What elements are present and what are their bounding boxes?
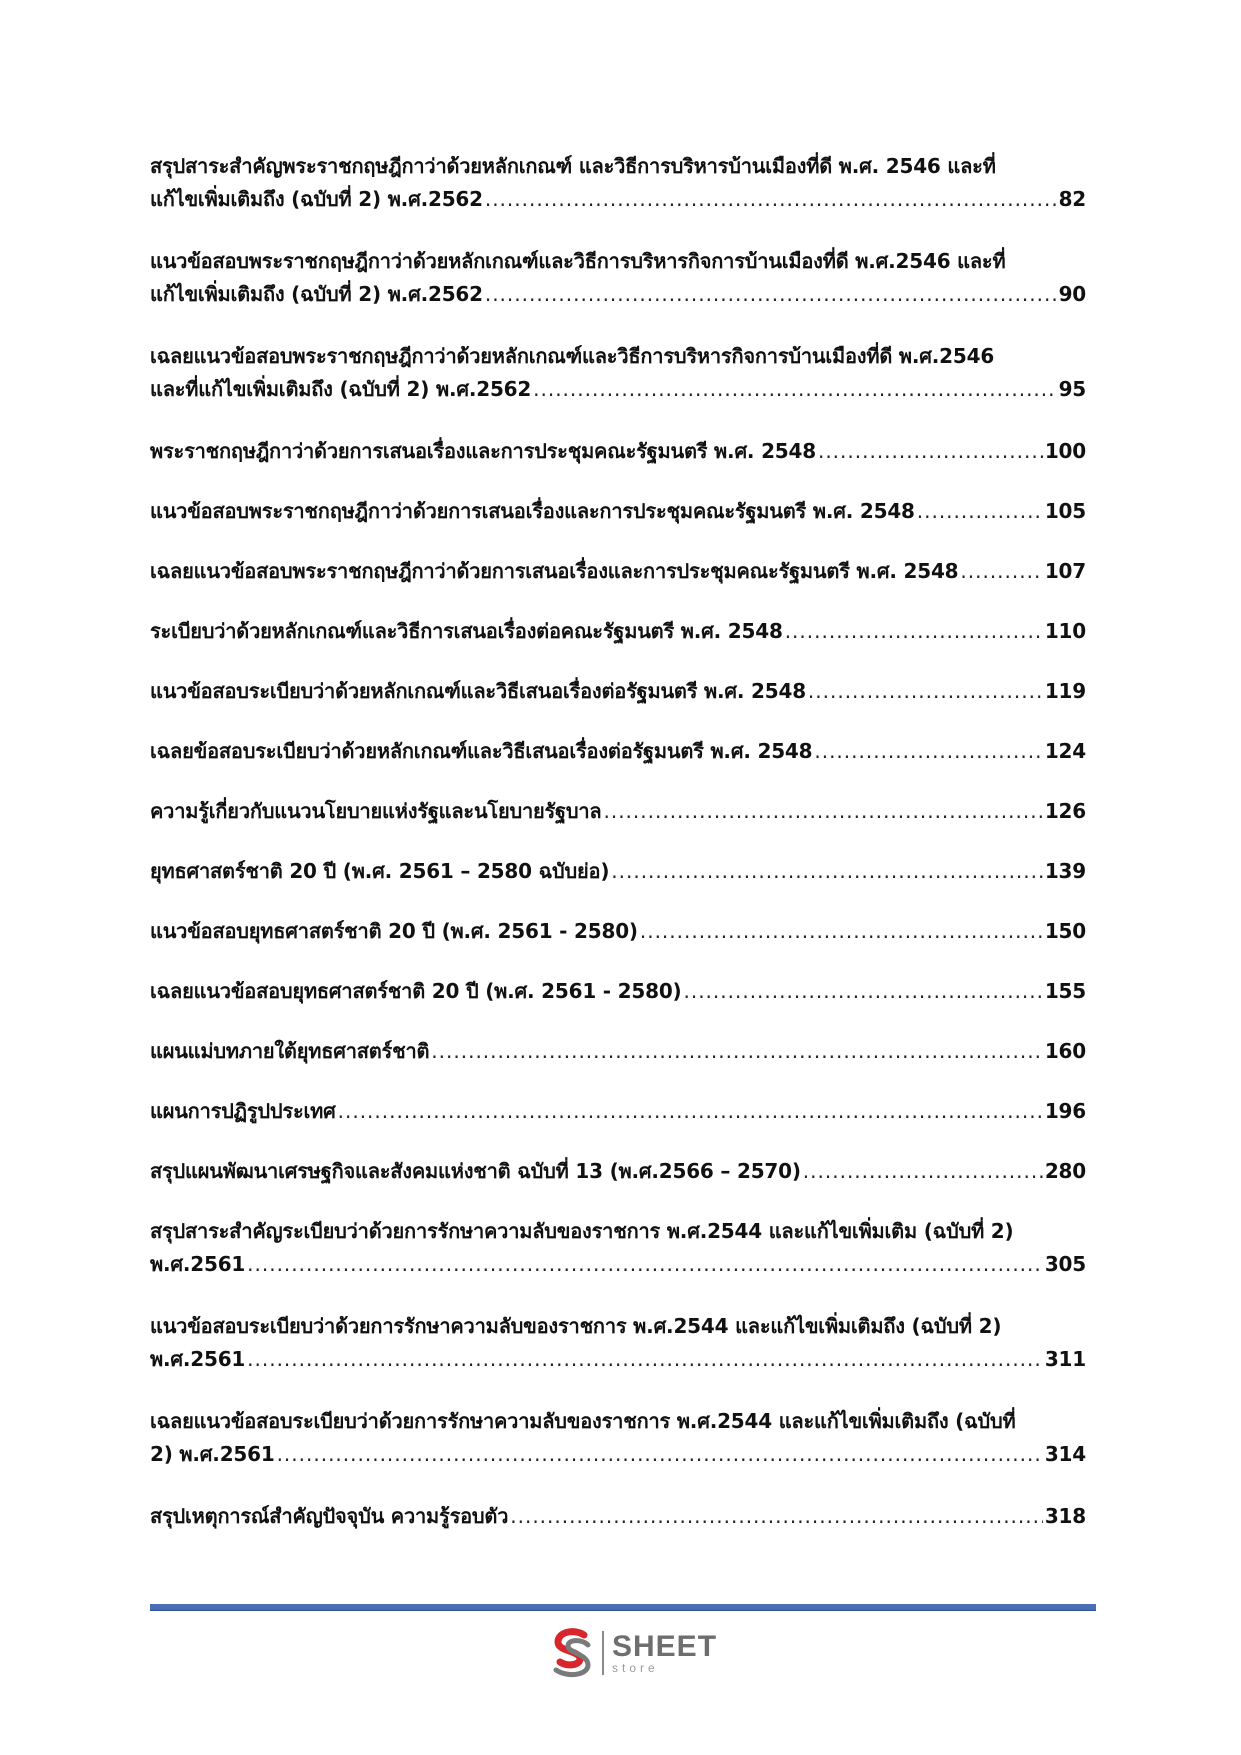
toc-entry[interactable]	[150, 555, 1086, 588]
toc-entry-title: ยุทธศาสตร์ชาติ 20 ปี (พ.ศ. 2561 – 2580 ฉบับย่อ)	[150, 859, 610, 883]
toc-leader-dots	[603, 795, 1042, 828]
toc-leader-dots	[917, 495, 1043, 528]
toc-entry-title: พระราชกฤษฎีกาว่าด้วยการเสนอเรื่องและการประชุมคณะรัฐมนตรี พ.ศ. 2548	[150, 439, 816, 463]
toc-leader-dots	[431, 1035, 1043, 1068]
toc-leader-dots	[611, 855, 1043, 888]
toc-entry[interactable]	[150, 340, 1086, 406]
toc-page-number: 311	[1044, 1347, 1086, 1371]
toc-entry[interactable]	[150, 495, 1086, 528]
toc-leader-dots	[960, 555, 1042, 588]
toc-leader-dots	[818, 435, 1043, 468]
toc-entry-title: แผนการปฏิรูปประเทศ	[150, 1099, 336, 1123]
toc-leader-dots	[338, 1095, 1043, 1128]
toc-entry-row	[150, 555, 1086, 588]
toc-entry-row	[150, 1095, 1086, 1128]
toc-entry-row	[150, 855, 1086, 888]
toc-entry-row	[150, 183, 1086, 216]
toc-entry[interactable]	[150, 150, 1086, 216]
toc-entry[interactable]	[150, 795, 1086, 828]
toc-page-number: 305	[1044, 1252, 1086, 1276]
toc-page-number: 314	[1044, 1442, 1086, 1466]
toc-entry-row	[150, 1035, 1086, 1068]
toc-page-number: 150	[1044, 919, 1086, 943]
toc-entry[interactable]	[150, 735, 1086, 768]
toc-page-number: 107	[1044, 559, 1086, 583]
toc-entry-title: แนวข้อสอบยุทธศาสตร์ชาติ 20 ปี (พ.ศ. 2561 - 2580)	[150, 919, 638, 943]
toc-entry-title-line: แนวข้อสอบพระราชกฤษฎีกาว่าด้วยหลักเกณฑ์และวิธีการบริหารกิจการบ้านเมืองที่ดี พ.ศ.2546 และที่	[150, 249, 1006, 273]
toc-entry[interactable]	[150, 915, 1086, 948]
toc-entry-title: เฉลยแนวข้อสอบยุทธศาสตร์ชาติ 20 ปี (พ.ศ. 2561 - 2580)	[150, 979, 682, 1003]
toc-entry-row	[150, 675, 1086, 708]
toc-entry-row	[150, 435, 1086, 468]
toc-entry[interactable]	[150, 855, 1086, 888]
toc-page-number: 196	[1044, 1099, 1086, 1123]
toc-page-number: 139	[1044, 859, 1086, 883]
toc-entry[interactable]	[150, 1035, 1086, 1068]
logo-sub: store	[612, 1661, 659, 1675]
toc-leader-dots	[247, 1343, 1043, 1376]
toc-entry-title: แก้ไขเพิ่มเติมถึง (ฉบับที่ 2) พ.ศ.2562	[150, 187, 483, 211]
toc-entry-title: สรุปเหตุการณ์สำคัญปัจจุบัน ความรู้รอบตัว	[150, 1504, 509, 1528]
toc-leader-dots	[803, 1155, 1043, 1188]
toc-entry-row	[150, 735, 1086, 768]
logo-text	[612, 1632, 717, 1674]
toc-leader-dots	[808, 675, 1043, 708]
toc-page-number: 95	[1058, 377, 1086, 401]
toc-entry-row	[150, 373, 1086, 406]
toc-entry-title: 2) พ.ศ.2561	[150, 1442, 275, 1466]
toc-leader-dots	[485, 183, 1057, 216]
toc-leader-dots	[814, 735, 1042, 768]
toc-leader-dots	[533, 373, 1056, 406]
toc-entry-title: เฉลยข้อสอบระเบียบว่าด้วยหลักเกณฑ์และวิธีเสนอเรื่องต่อรัฐมนตรี พ.ศ. 2548	[150, 739, 813, 763]
toc-page-number: 280	[1044, 1159, 1086, 1183]
logo-brand: SHEET	[612, 1630, 718, 1663]
toc-entry-row	[150, 1155, 1086, 1188]
toc-entry-row	[150, 1343, 1086, 1376]
logo-separator	[602, 1631, 604, 1675]
toc-page-number: 155	[1044, 979, 1086, 1003]
toc-entry-row	[150, 975, 1086, 1008]
toc-entry-row	[150, 1500, 1086, 1533]
toc-entry[interactable]	[150, 675, 1086, 708]
toc-leader-dots	[277, 1438, 1043, 1471]
toc-leader-dots	[683, 975, 1042, 1008]
toc-entry[interactable]	[150, 1310, 1086, 1376]
toc-page-number: 119	[1044, 679, 1086, 703]
toc-entry-title-line: แนวข้อสอบระเบียบว่าด้วยการรักษาความลับของราชการ พ.ศ.2544 และแก้ไขเพิ่มเติมถึง (ฉบับที่ 2)	[150, 1314, 1002, 1338]
toc-entry[interactable]	[150, 245, 1086, 311]
toc-page-number: 82	[1058, 187, 1086, 211]
toc-entry-title: ระเบียบว่าด้วยหลักเกณฑ์และวิธีการเสนอเรื่องต่อคณะรัฐมนตรี พ.ศ. 2548	[150, 619, 783, 643]
table-of-contents	[150, 150, 1086, 1560]
toc-entry-row	[150, 795, 1086, 828]
toc-leader-dots	[510, 1500, 1043, 1533]
toc-entry[interactable]	[150, 1095, 1086, 1128]
footer-rule	[150, 1604, 1096, 1611]
toc-page-number: 90	[1058, 282, 1086, 306]
toc-entry-title: และที่แก้ไขเพิ่มเติมถึง (ฉบับที่ 2) พ.ศ.2562	[150, 377, 532, 401]
toc-entry-row	[150, 1438, 1086, 1471]
toc-entry-title-line: สรุปสาระสำคัญพระราชกฤษฎีกาว่าด้วยหลักเกณฑ์ และวิธีการบริหารบ้านเมืองที่ดี พ.ศ. 2546 และที่	[150, 154, 996, 178]
toc-entry-title: เฉลยแนวข้อสอบพระราชกฤษฎีกาว่าด้วยการเสนอเรื่องและการประชุมคณะรัฐมนตรี พ.ศ. 2548	[150, 559, 959, 583]
toc-entry-title: แนวข้อสอบพระราชกฤษฎีกาว่าด้วยการเสนอเรื่องและการประชุมคณะรัฐมนตรี พ.ศ. 2548	[150, 499, 915, 523]
toc-entry[interactable]	[150, 435, 1086, 468]
toc-entry-row	[150, 495, 1086, 528]
toc-entry-row	[150, 915, 1086, 948]
toc-entry-title-line: เฉลยแนวข้อสอบพระราชกฤษฎีกาว่าด้วยหลักเกณฑ์และวิธีการบริหารกิจการบ้านเมืองที่ดี พ.ศ.2546	[150, 344, 995, 368]
toc-entry[interactable]	[150, 1155, 1086, 1188]
sheet-store-logo	[546, 1624, 717, 1682]
toc-leader-dots	[785, 615, 1043, 648]
toc-entry[interactable]	[150, 975, 1086, 1008]
toc-entry[interactable]	[150, 1500, 1086, 1533]
toc-page-number: 318	[1044, 1504, 1086, 1528]
toc-page-number: 160	[1044, 1039, 1086, 1063]
toc-entry[interactable]	[150, 615, 1086, 648]
toc-entry-title: พ.ศ.2561	[150, 1347, 246, 1371]
toc-entry-title: พ.ศ.2561	[150, 1252, 246, 1276]
toc-leader-dots	[640, 915, 1043, 948]
sheet-store-logo-icon	[546, 1625, 596, 1681]
toc-entry-row	[150, 1248, 1086, 1281]
toc-entry-title: แนวข้อสอบระเบียบว่าด้วยหลักเกณฑ์และวิธีเสนอเรื่องต่อรัฐมนตรี พ.ศ. 2548	[150, 679, 806, 703]
toc-page-number: 124	[1044, 739, 1086, 763]
toc-page-number: 100	[1044, 439, 1086, 463]
toc-entry-title: สรุปแผนพัฒนาเศรษฐกิจและสังคมแห่งชาติ ฉบับที่ 13 (พ.ศ.2566 – 2570)	[150, 1159, 801, 1183]
toc-page-number: 105	[1044, 499, 1086, 523]
toc-page-number: 126	[1044, 799, 1086, 823]
toc-entry-title: แผนแม่บทภายใต้ยุทธศาสตร์ชาติ	[150, 1039, 430, 1063]
toc-entry[interactable]	[150, 1215, 1086, 1281]
toc-entry-title: แก้ไขเพิ่มเติมถึง (ฉบับที่ 2) พ.ศ.2562	[150, 282, 483, 306]
toc-page-number: 110	[1044, 619, 1086, 643]
toc-entry-title: ความรู้เกี่ยวกับแนวนโยบายแห่งรัฐและนโยบายรัฐบาล	[150, 799, 602, 823]
toc-entry-row	[150, 615, 1086, 648]
toc-entry[interactable]	[150, 1405, 1086, 1471]
toc-leader-dots	[247, 1248, 1043, 1281]
toc-entry-title-line: สรุปสาระสำคัญระเบียบว่าด้วยการรักษาความลับของราชการ พ.ศ.2544 และแก้ไขเพิ่มเติม (ฉบับที่ 2)	[150, 1219, 1014, 1243]
toc-leader-dots	[485, 278, 1057, 311]
toc-entry-row	[150, 278, 1086, 311]
toc-entry-title-line: เฉลยแนวข้อสอบระเบียบว่าด้วยการรักษาความลับของราชการ พ.ศ.2544 และแก้ไขเพิ่มเติมถึง (ฉบับที่	[150, 1409, 1016, 1433]
